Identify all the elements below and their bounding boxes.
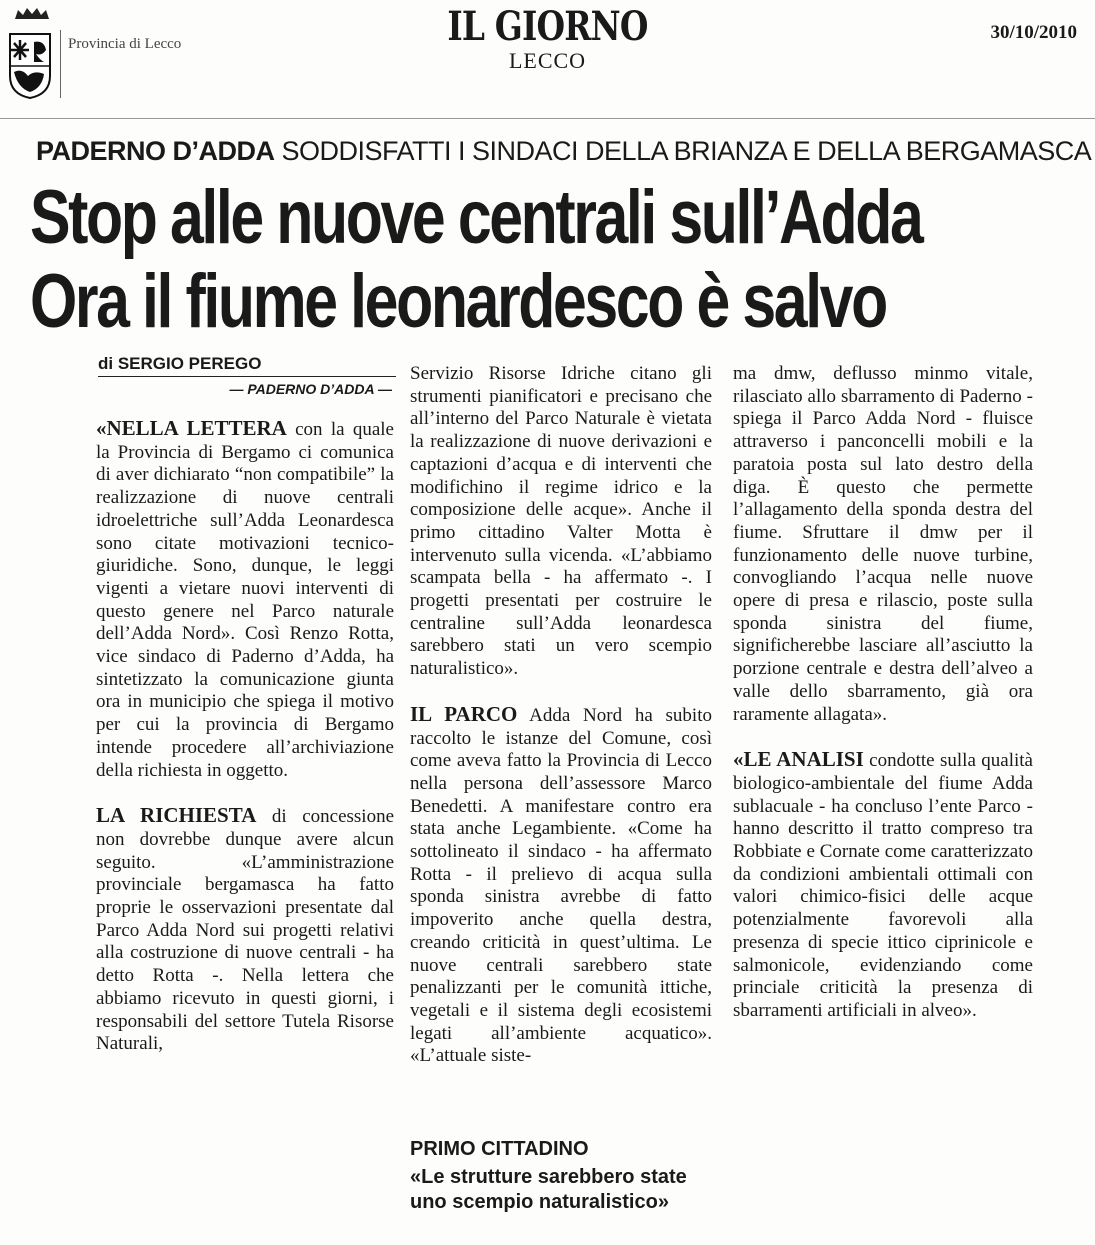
kicker-text: SODDISFATTI I SINDACI DELLA BRIANZA E DELLA BERGAMASCA <box>274 136 1092 166</box>
provincia-label: Provincia di Lecco <box>68 36 182 52</box>
article-column-1 <box>96 417 394 1056</box>
article-column-3 <box>733 363 1033 1023</box>
paragraph-text: condotte sulla qualità biologico-ambientale del fiume Adda sublacuale - ha concluso l’ente Parco - hanno descritto il tratto compreso tra Robbiate e Cornate come caratterizzato da condizioni ambientali ottimali con valori chimico-fisici delle acque potenzialmente favorevoli alla presenza di specie ittico ciprinicole e salmonicole, evidenziando come princiale criticità la presenza di sbarramenti artificiali in alveo». <box>733 750 1033 1021</box>
paragraph-text: ma dmw, deflusso minmo vitale, rilasciato allo sbarramento di Paderno - spiega il Parco Adda Nord - fluisce attraverso i panconcelli mobili e la paratoia posta sul lato destro della diga. È questo che permette l’allagamento della sponda destra del fiume. Sfruttare il dmw per il funzionamento delle nuove turbine, convogliando l’acqua nelle nuove opere di presa e rilascio, poste sulla sponda sinistra del fiume, significherebbe lasciare all’asciutto la porzione centrale e destra dell’alveo a valle dello sbarramento, già ora raramente allagata». <box>733 363 1033 725</box>
paragraph <box>733 748 1033 1022</box>
paragraph <box>96 804 394 1056</box>
paragraph-lead: «NELLA LETTERA <box>96 416 287 440</box>
byline-rule <box>98 376 396 377</box>
dateline: — PADERNO D’ADDA — <box>229 381 392 397</box>
pull-quote-text: «Le strutture sarebbero state uno scempio naturalistico» <box>410 1166 687 1213</box>
publication-date: 30/10/2010 <box>990 22 1077 43</box>
paragraph-lead: LA RICHIESTA <box>96 803 257 828</box>
pull-quote-label: PRIMO CITTADINO <box>410 1138 589 1160</box>
edition-label: LECCO <box>508 48 587 73</box>
byline: di SERGIO PEREGO <box>98 354 262 373</box>
paragraph-text: con la quale la Provincia di Bergamo ci comunica di aver dichiarato “non compatibile” la realizzazione di nuove centrali idroelettriche sull’Adda Leonardesca sono citate motivazioni tecnico-giuridiche. Sono, dunque, le leggi vigenti a vietare nuovi interventi di questo genere nel Parco naturale dell’Adda Nord». Così Renzo Rotta, vice sindaco di Paderno d’Adda, ha sintetizzato la comunicazione giunta ora in municipio che spiega il motivo per cui la provincia di Bergamo intende procedere all’archiviazione della richiesta in oggetto. <box>96 419 394 781</box>
header-rule <box>0 118 1095 119</box>
article-column-2 <box>410 363 712 1068</box>
paragraph <box>410 703 712 1068</box>
paragraph-lead: «LE ANALISI <box>733 747 864 772</box>
paragraph <box>96 417 394 782</box>
headline-line-2: Ora il fiume leonardesco è salvo <box>30 259 886 344</box>
paragraph-text: Servizio Risorse Idriche citano gli strumenti pianificatori e precisano che all’interno del Parco Naturale è vietata la realizzazione di nuove derivazioni e captazioni d’acqua e di interventi che modifichino il regime idrico e la composizione delle acque». Anche il primo cittadino Valter Motta è intervenuto sulla vicenda. «L’abbiamo scampata bella - ha affermato -. I progetti presentati per costruire le centraline sull’Adda leonardesca sarebbero stati un vero scempio naturalistico». <box>410 363 712 680</box>
pull-quote <box>410 1138 712 1215</box>
article-kicker <box>36 136 1091 167</box>
crown-icon <box>14 6 50 20</box>
paragraph-lead: IL PARCO <box>410 701 518 726</box>
headline-line-1: Stop alle nuove centrali sull’Adda <box>30 175 922 260</box>
newspaper-masthead: IL GIORNO <box>447 3 648 50</box>
paragraph-text: Adda Nord ha subito raccolto le istanze del Comune, così come aveva fatto la Provincia di Lecco nella persona dell’assessore Marco Benedetti. A manifestare contro era stata anche Legambiente. «Come ha sottolineato il sindaco - ha affermato Rotta - il prelievo di acqua sulla sponda sinistra avrebbe di fatto impoverito anche quella destra, creando criticità in quest’ultima. Le nuove centrali sarebbero state penalizzanti per le comunità ittiche, vegetali e il sistema degli ecosistemi legati all’ambiente acquatico». «L’attuale siste- <box>410 704 712 1067</box>
paragraph-text: di concessione non dovrebbe dunque avere alcun seguito. «L’amministrazione provinciale bergamasca ha fatto proprie le osservazioni presentate dal Parco Adda Nord sui progetti relativi alla costruzione di nuove centrali - ha detto Rotta -. Nella lettera che abbiamo ricevuto in questi giorni, i responsabili del settore Tutela Risorse Naturali, <box>96 806 394 1055</box>
kicker-place: PADERNO D’ADDA <box>36 136 275 166</box>
